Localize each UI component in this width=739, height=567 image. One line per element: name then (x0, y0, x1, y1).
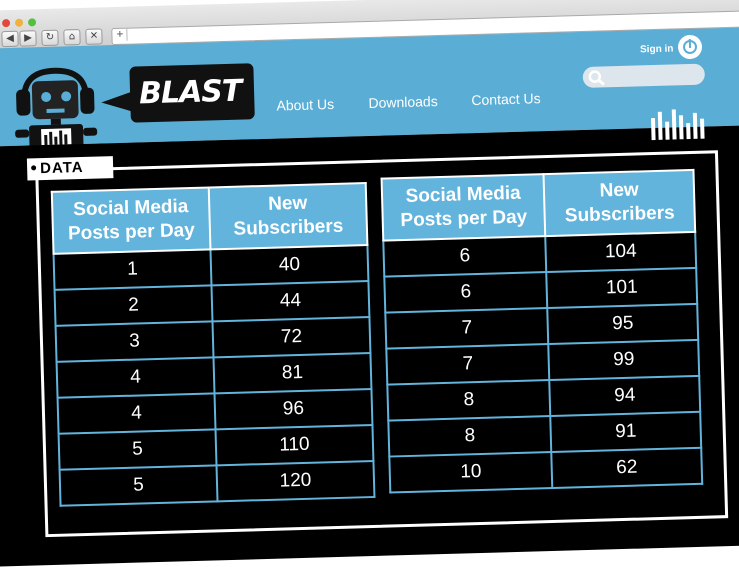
equalizer-icon (700, 119, 705, 139)
bullet-dot-icon (31, 165, 36, 170)
table-cell: 3 (56, 321, 214, 361)
equalizer-icon (658, 112, 663, 140)
close-window-dot[interactable] (2, 19, 10, 27)
equalizer-icon (672, 109, 677, 139)
maximize-window-dot[interactable] (28, 18, 36, 26)
table-cell: 99 (548, 340, 699, 380)
table-cell: 62 (551, 448, 702, 488)
table-cell: 81 (213, 353, 371, 393)
search-input[interactable] (583, 64, 706, 88)
new-tab-icon[interactable]: + (113, 28, 127, 41)
table-cell: 94 (549, 376, 700, 416)
table-cell: 1 (54, 249, 212, 289)
table-row (60, 461, 375, 506)
sign-in-link[interactable]: Sign in (639, 43, 674, 56)
section-label: DATA (39, 158, 84, 178)
power-icon[interactable] (678, 35, 703, 60)
table-cell: 110 (216, 425, 374, 465)
col-header-subscribers: New Subscribers (544, 170, 695, 236)
table-cell: 8 (388, 416, 551, 457)
nav-downloads[interactable]: Downloads (368, 93, 438, 111)
table-cell: 104 (545, 232, 696, 272)
nav-contact-us[interactable]: Contact Us (471, 90, 541, 109)
table-header-row (52, 183, 368, 254)
stop-icon[interactable]: ✕ (85, 28, 102, 44)
table-cell: 40 (210, 245, 368, 285)
search-icon (588, 69, 606, 85)
equalizer-icon (679, 115, 684, 139)
data-section-tab (27, 156, 114, 180)
table-cell: 4 (58, 393, 216, 433)
equalizer-icon (686, 123, 690, 139)
table-cell: 5 (59, 429, 217, 469)
back-arrow-icon[interactable]: ◀ (1, 31, 18, 47)
table-cell: 91 (550, 412, 701, 452)
minimize-window-dot[interactable] (15, 19, 23, 27)
table-cell: 5 (60, 465, 218, 505)
table-cell: 95 (547, 304, 698, 344)
robot-mascot-icon (9, 63, 111, 150)
col-header-posts: Social Media Posts per Day (382, 174, 546, 241)
equalizer-icon (693, 113, 698, 139)
col-header-posts: Social Media Posts per Day (52, 187, 211, 253)
logo-text: BLAST (138, 73, 242, 112)
table-cell: 44 (211, 281, 369, 321)
home-icon[interactable]: ⌂ (63, 29, 80, 45)
table-cell: 10 (389, 452, 552, 493)
table-cell: 101 (546, 268, 697, 308)
table-header-row (382, 170, 696, 241)
col-header-subscribers: New Subscribers (209, 183, 368, 249)
forward-arrow-icon[interactable]: ▶ (19, 30, 36, 46)
reload-icon[interactable]: ↻ (41, 30, 58, 46)
table-cell: 7 (386, 344, 549, 385)
data-table-left (51, 182, 376, 507)
table-cell: 96 (214, 389, 372, 429)
table-cell: 72 (212, 317, 370, 357)
table-cell: 8 (387, 380, 550, 421)
table-cell: 4 (57, 357, 215, 397)
table-cell: 6 (383, 236, 546, 277)
table-row (389, 448, 702, 493)
table-cell: 2 (55, 285, 213, 325)
nav-about-us[interactable]: About Us (276, 95, 335, 114)
equalizer-icon (665, 122, 670, 140)
equalizer-icon (651, 118, 656, 140)
data-table-right (381, 169, 704, 494)
table-cell: 7 (385, 308, 548, 349)
table-cell: 6 (384, 272, 547, 313)
table-cell: 120 (217, 461, 375, 501)
